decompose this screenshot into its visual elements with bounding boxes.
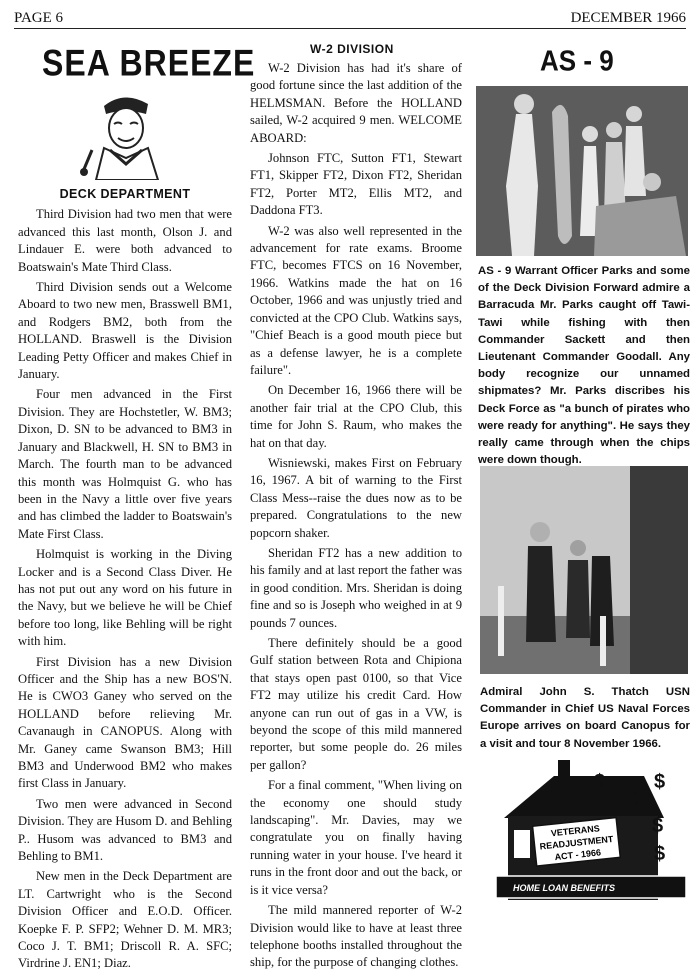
barracuda-photo	[476, 86, 688, 256]
deck-paragraph: Two men were advanced in Second Division. They are Husom D. and Behling P.. Husom was advanced to BM3 and Behling to BM1.	[18, 796, 232, 864]
cartoon-banner: HOME LOAN BENEFITS	[512, 883, 616, 893]
page-header	[14, 10, 686, 29]
cartoon-sign-line2: READJUSTMENT	[539, 833, 614, 852]
admiral-arrival-photo	[480, 466, 688, 674]
deck-paragraph: Third Division had two men that were advanced this last month, Olson J. and Lindauer E. were both advanced to Boatswain's Mate Third Class.	[18, 207, 232, 274]
as9-title: AS - 9	[540, 44, 614, 77]
deck-paragraph: Third Division sends out a Welcome Aboard to two new men, Brasswell BM1, and Rodgers BM2, both from the HOLLAND. Braswell is the Division Leading Petty Officer and makes Chief in January.	[18, 280, 232, 382]
deck-paragraph: Holmquist is working in the Diving Locker and is a Second Class Diver. He has not put out any word on his future in the Navy, but we believe he will be Chief before too long, like Behling will be right with him.	[18, 547, 232, 649]
deck-department-column	[18, 186, 232, 976]
home-loan-cartoon	[494, 760, 690, 906]
dollar-sign-icon: $	[654, 843, 666, 865]
w2-paragraph: On December 16, 1966 there will be another fair trial at the CPO Club, this time for John S. Raum, who makes the hat on that day.	[250, 383, 462, 450]
deck-paragraph: Four men advanced in the First Division. They are Hochstetler, W. BM3; Dixon, D. SN to be advanced to BM3 in January and Blackwell, H. SN to BM3 in March. The fourth man to be advanced this month was Holmquist G. who has been in the Navy a little over five years and has climbed the ladder to Boatswain's Mate First Class.	[18, 387, 232, 541]
issue-date: DECEMBER 1966	[570, 10, 686, 26]
barracuda-photo-caption: AS - 9 Warrant Officer Parks and some of the Deck Division Forward admire a Barracuda Mr. Parks caught off Tawi-Tawi while fishing with then Commander Sackett and then Lieutenant Commander Goodall. Any body recognize our unnamed shipmates? Mr. Parks discribes his Deck Force as "a bunch of pirates who were ready for anything". He says they really came through when the chips were down though.	[478, 265, 690, 467]
w2-paragraph: Johnson FTC, Sutton FT1, Stewart FT1, Skipper FT2, Dixon FT2, Sheridan FT2, Porter MT2, Ellis MT2, and Daddona FT3.	[250, 151, 462, 218]
w2-paragraph: There definitely should be a good Gulf station between Rota and Chipiona that stays open past 0100, so that Vice FT2 may utilize his credit Card. How anyone can run out of gas in a VW, is beyond the scope of this mild mannered reporter, but some people do. 26 miles per gallon?	[250, 636, 462, 772]
cartoon-sign-line3: ACT - 1966	[554, 847, 602, 863]
w2-paragraph: The mild mannered reporter of W-2 Division would like to have at least three telephone booths installed throughout the ship, for the purpose of changing clothes.	[250, 903, 462, 970]
deck-paragraph: First Division has a new Division Officer and the Ship has a new BOS'N. He is CWO3 Ganey who served on the HOLLAND before relieving Mr. Cavanaugh in CANOPUS. Along with Mr. Ganey came Swanson BM3; Hill BM3 and Underwood BM2 who makes first Class in January.	[18, 654, 232, 791]
dollar-sign-icon: $	[628, 789, 640, 811]
dollar-sign-icon: $	[654, 771, 666, 793]
w2-paragraph: W-2 was also well represented in the advancement for rate exams. Broome FTC, becomes FTCS on 16 November, 1966. Watkins made the hat on 16 October, 1966 and was unjustly tried and convicted at the CPO Club. Watkins says, "Chief Beach is a good mouth piece but as a defense lawyer, he is a complete failure".	[250, 223, 462, 377]
sailor-illustration	[74, 84, 174, 180]
cartoon-sign-line1: VETERANS	[550, 823, 601, 839]
w2-paragraph: For a final comment, "When living on the economy one should study landscaping". Mr. Davies, may we congratulate you on finally having running water in your house. I've heard it runs in the front door and out the back, or is it vice versa?	[250, 778, 462, 897]
w2-paragraph: Sheridan FT2 has a new addition to his family and at last report the father was in good condition. Mrs. Sheridan is doing fine and so is Joseph who weighed in at 9 pounds 7 ounces.	[250, 545, 462, 630]
masthead-title: SEA BREEZE	[42, 42, 256, 84]
w2-paragraph: W-2 Division has had it's share of good fortune since the last addition of the HELMSMAN. Before the HOLLAND sailed, W-2 acquired 9 men. WELCOME ABOARD:	[250, 61, 462, 145]
w2-division-heading: W-2 DIVISION	[310, 42, 394, 56]
dollar-sign-icon: $	[594, 771, 606, 793]
deck-paragraph: New men in the Deck Department are LT. Cartwright who is the Second Division Officer and E.O.D. Officer. Koepke F. P. SFP2; Wehner D. M. MR3; Coco J. T. BM1; Driscoll R. A. SFC; Virdrine J. EN1; Diaz.	[18, 869, 232, 971]
admiral-photo-caption: Admiral John S. Thatch USN Commander in Chief US Naval Forces Europe arrives on board Canopus for a visit and tour 8 November 1966.	[480, 686, 690, 750]
w2-division-column	[250, 60, 462, 975]
page-number: PAGE 6	[14, 10, 64, 26]
w2-paragraph: Wisniewski, makes First on February 16, 1967. A bit of warning to the First Class Mess--raise the dues now as to be prepared. Congratulations to the new popcorn shaker.	[250, 455, 462, 540]
dollar-sign-icon: $	[652, 815, 664, 837]
deck-department-heading: DECK DEPARTMENT	[59, 187, 191, 201]
